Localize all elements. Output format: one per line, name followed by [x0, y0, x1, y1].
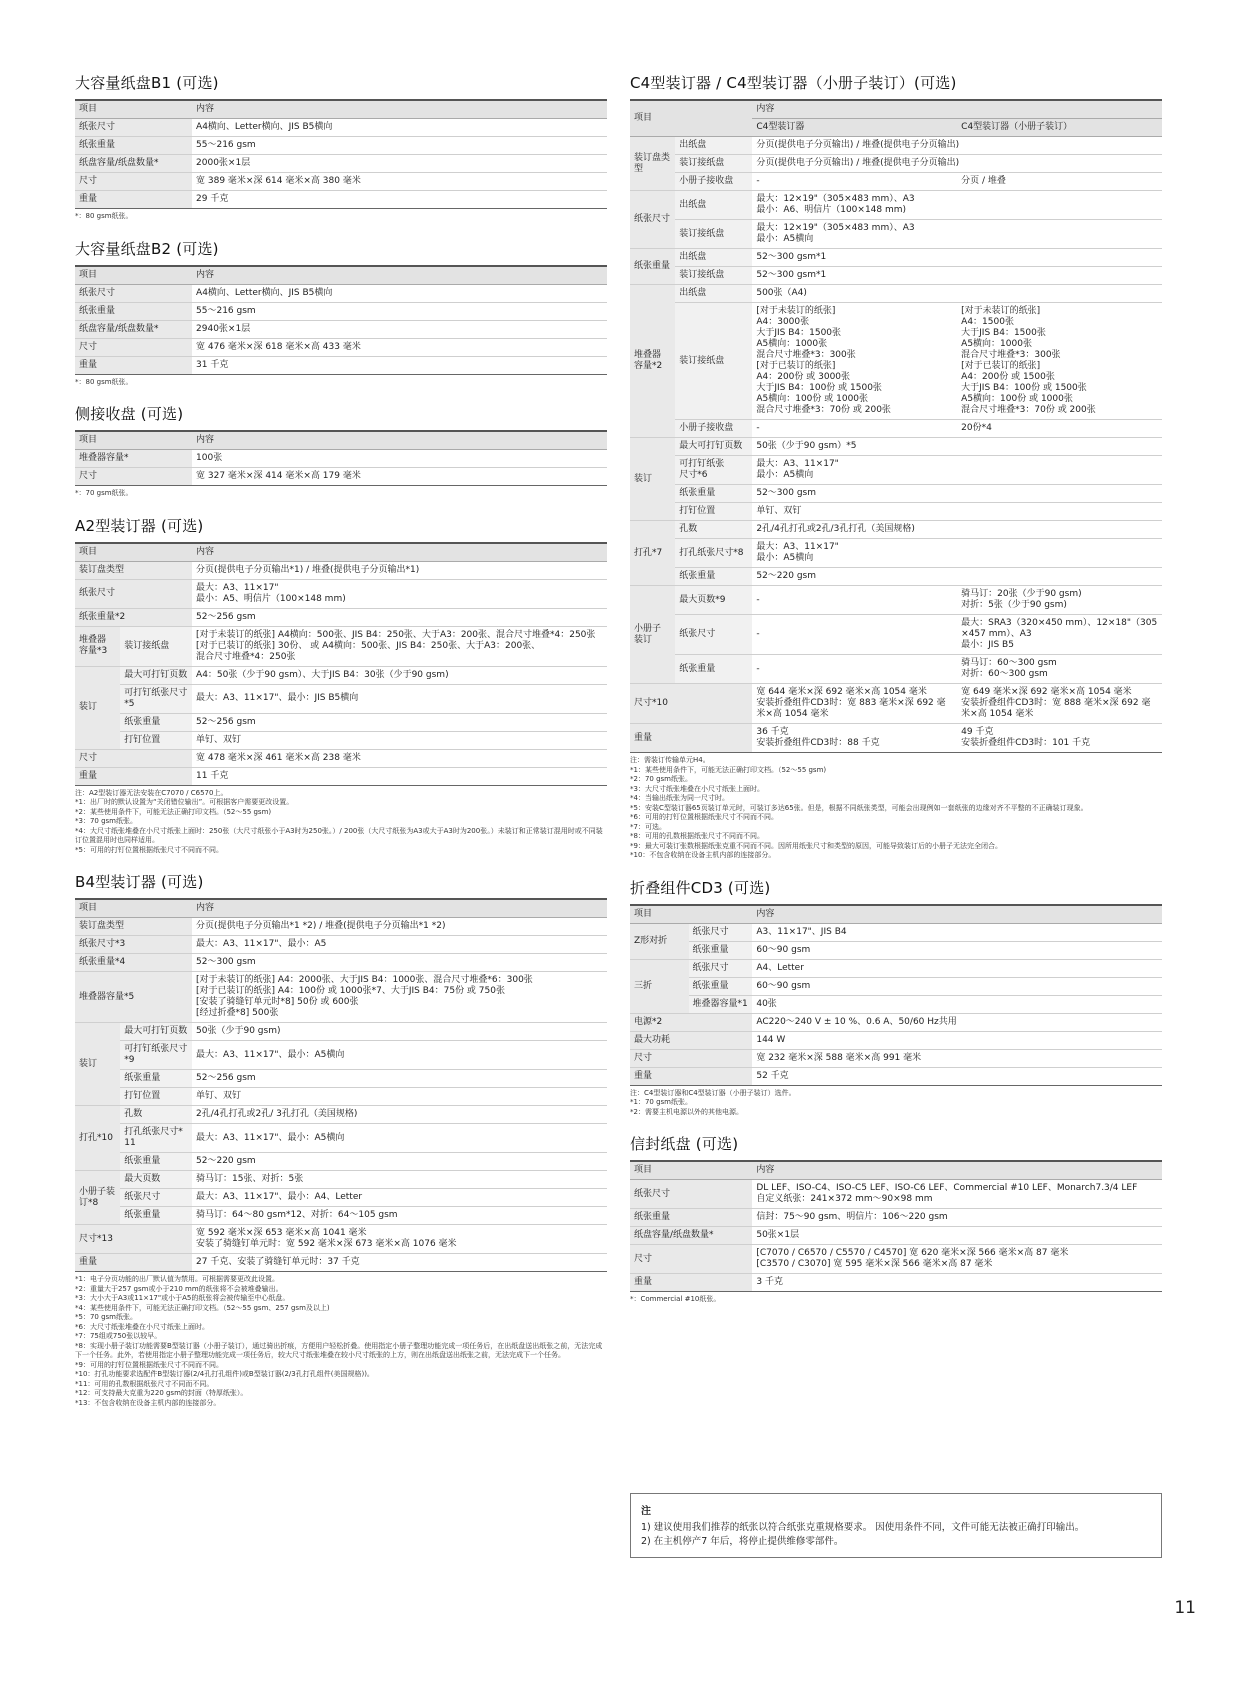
table-row: 纸张尺寸*3 最大：A3、11×17"、最小：A5 [75, 936, 607, 954]
table-row: 纸张重量 60～90 gsm [630, 941, 1162, 959]
table-row: 三折 纸张尺寸 A4、Letter [630, 959, 1162, 977]
table-row: 纸张尺寸 最大：A3、11×17" 最小：A5、明信片（100×148 mm) [75, 579, 607, 608]
table-row: 重量 3 千克 [630, 1274, 1162, 1292]
footnotes: 注：A2型装订器无法安装在C7070 / C6570上。 *1：出厂时的默认设置为“关闭错位输出”。可根据客户需要更改设置。 *2：某些使用条件下，可能无法正确打印文档。（52～55 gsm) *3：70 gsm纸张。 *4：大尺寸纸张堆叠在小尺寸纸张上面时：250张（大尺寸纸张小于A3时为250张。）/ 200张（大尺寸纸张为A3或大于A3时为200张。）未装订和正常装订混用时或不同装订位置混用时也同样适用。 *5：可用的打钉位置根据纸张尺寸不同而不同。 [75, 788, 603, 854]
table-row: 尺寸 宽 327 毫米×深 414 毫米×高 179 毫米 [75, 468, 607, 486]
table-row: 尺寸 宽 389 毫米×深 614 毫米×高 380 毫米 [75, 173, 607, 191]
footnotes: *：Commercial #10纸张。 [630, 1295, 721, 1303]
section-title: 信封纸盘 (可选) [630, 1135, 739, 1153]
table-row: 装订 最大可打钉页数 50张（少于90 gsm）*5 [630, 438, 1162, 456]
section-folding-cd3 [630, 877, 1162, 1118]
table-row: 小册子 装订 最大页数*9 - 骑马订：20张（少于90 gsm) 对折：5张（少于90 gsm) [630, 586, 1162, 615]
table-row: 装订 最大可打钉页数 50张（少于90 gsm) [75, 1023, 607, 1041]
table-row: 装订盘类型 分页(提供电子分页输出*1) / 堆叠(提供电子分页输出*1) [75, 561, 607, 579]
section-title: C4型装订器 / C4型装订器（小册子装订）(可选) [630, 74, 957, 92]
table-row: 装订接纸盘 52～300 gsm*1 [630, 267, 1162, 285]
table-row: 尺寸 宽 478 毫米×深 461 毫米×高 238 毫米 [75, 749, 607, 767]
notice-item: 1) 建议使用我们推荐的纸张以符合纸张克重规格要求。 因使用条件不同，文件可能无法被正确打印输出。 [641, 1522, 1085, 1533]
footnotes: *：80 gsm纸张。 [75, 377, 133, 386]
table-row: 纸张重量 - 骑马订：60～300 gsm 对折：60～300 gsm [630, 655, 1162, 684]
table-row: 纸张重量 52～220 gsm [75, 1153, 607, 1171]
table-row: 重量 27 千克、安装了骑缝钉单元时：37 千克 [75, 1254, 607, 1272]
table-row: 最大功耗 144 W [630, 1031, 1162, 1049]
table-row: 纸盘容量/纸盘数量* 2940张×1层 [75, 320, 607, 338]
table-header: 项目 内容 [630, 1161, 1162, 1180]
table-header: 项目 内容 [75, 266, 607, 285]
spec-table [75, 99, 607, 209]
footnotes: 注：C4型装订器和C4型装订器（小册子装订）选件。 *1：70 gsm纸张。 *2：需要主机电源以外的其他电源。 [630, 1088, 796, 1116]
section-finisher-a2 [75, 515, 607, 856]
table-header: 项目 内容 [75, 100, 607, 119]
table-row: 尺寸*10 宽 644 毫米×深 692 毫米×高 1054 毫米 安装折叠组件CD3时：宽 883 毫米×深 692 毫米×高 1054 毫米 宽 649 毫米×深 692 毫米×高 1054 毫米 安装折叠组件CD3时：宽 888 毫米×深 692 毫米×高 1054 毫米 [630, 684, 1162, 724]
table-header: 项目 内容 [75, 543, 607, 562]
spec-table [75, 898, 607, 1272]
section-finisher-b4 [75, 871, 607, 1408]
footnotes: 注：需装订传输单元H4。 *1：某些使用条件下，可能无法正确打印文档。（52～55 gsm) *2：70 gsm纸张。 *3：大尺寸纸张堆叠在小尺寸纸张上面时。 *4：当输出纸张为同一尺寸时。 *5：安装C型装订器65页装订单元时，可装订多达65张。但是，根据不同纸张类型，可能会出现例如一套纸张的边缘对齐不平整的不正确装订现象。 *6：可用的打钉位置根据纸张尺寸不同而不同。 *7：可选。 *8：可用的孔数根据纸张尺寸不同而不同。 *9：最大可装订张数根据纸张克重不同而不同。因所用纸张尺寸和类型的原因，可能导致装订后的小册子无法完全闭合。 *10：不包含收纳在设备主机内部的连接部分。 [630, 756, 1088, 859]
table-row: 纸张尺寸 A4横向、Letter横向、JIS B5横向 [75, 119, 607, 137]
section-title: 侧接收盘 (可选) [75, 405, 184, 423]
notice-item: 2) 在主机停产7 年后，将停止提供维修零部件。 [641, 1536, 844, 1547]
table-row: 纸张重量 52～220 gsm [630, 568, 1162, 586]
table-row: 纸张重量 骑马订：64～80 gsm*12、对折：64～105 gsm [75, 1207, 607, 1225]
section-envelope-tray [630, 1133, 1162, 1305]
spec-table [630, 904, 1162, 1086]
table-row: 纸张重量 60～90 gsm [630, 977, 1162, 995]
table-row: 纸张重量 55～216 gsm [75, 302, 607, 320]
table-row: 堆叠器容量*5 [对于未装订的纸张] A4：2000张、大于JIS B4：1000张、混合尺寸堆叠*6：300张 [对于已装订的纸张] A4：100份 或 1000张*7、大于JIS B4：75份 或 750张 [安装了骑缝钉单元时*8] 50份 或 600张 [经过折叠*8] 500张 [75, 972, 607, 1023]
table-row: 纸张重量 信封：75～90 gsm、明信片：106～220 gsm [630, 1209, 1162, 1227]
table-row: 纸张重量 52～256 gsm [75, 1070, 607, 1088]
table-header: C4型装订器 C4型装订器（小册子装订） [630, 119, 1162, 137]
table-row: 打孔*10 孔数 2孔/4孔打孔或2孔/ 3孔打孔（美国规格) [75, 1106, 607, 1124]
table-row: 堆叠器容量*1 40张 [630, 995, 1162, 1013]
table-row: 打钉位置 单钉、双钉 [630, 503, 1162, 521]
table-row: 重量 11 千克 [75, 767, 607, 785]
spec-table [75, 542, 607, 786]
right-column [630, 72, 1162, 1321]
table-row: 打孔*7 孔数 2孔/4孔打孔或2孔/3孔打孔（美国规格) [630, 521, 1162, 539]
table-header: 项目 内容 [630, 100, 1162, 119]
table-row: 纸张尺寸 最大：A3、11×17"、最小：A4、Letter [75, 1189, 607, 1207]
table-row: 小册子装 订*8 最大页数 骑马订：15张、对折：5张 [75, 1171, 607, 1189]
table-row: Z形对折 纸张尺寸 A3、11×17"、JIS B4 [630, 923, 1162, 941]
table-row: 尺寸 宽 476 毫米×深 618 毫米×高 433 毫米 [75, 338, 607, 356]
table-row: 堆叠器 容量*3 装订接纸盘 [对于未装订的纸张] A4横向：500张、JIS B4：250张、大于A3：200张、混合尺寸堆叠*4：250张 [对于已装订的纸张] 30份、 或 A4横向：500张、JIS B4：250张、大于A3：200张、 混合尺寸堆叠*4：250张 [75, 626, 607, 666]
table-row: 纸张重量*4 52～300 gsm [75, 954, 607, 972]
table-row: 纸张重量*2 52～256 gsm [75, 608, 607, 626]
table-row: 纸张重量 52～256 gsm [75, 713, 607, 731]
footnotes: *：80 gsm纸张。 [75, 212, 133, 220]
table-row: 纸张尺寸 DL LEF、ISO-C4、ISO-C5 LEF、ISO-C6 LEF、Commercial #10 LEF、Monarch7.3/4 LEF 自定义纸张：241×372 mm～90×98 mm [630, 1180, 1162, 1209]
table-row: 可打钉纸张 尺寸*6 最大：A3、11×17" 最小：A5横向 [630, 456, 1162, 485]
section-title: 大容量纸盘B2 (可选) [75, 239, 219, 258]
table-row: 纸张重量 55～216 gsm [75, 137, 607, 155]
table-row: 堆叠器 容量*2 出纸盘 500张（A4) [630, 285, 1162, 303]
table-row: 打孔纸张尺寸*8 最大：A3、11×17" 最小：A5横向 [630, 539, 1162, 568]
table-row: 装订接纸盘 [对于未装订的纸张] A4：3000张 大于JIS B4：1500张 A5横向：1000张 混合尺寸堆叠*3：300张 [对于已装订的纸张] A4：200份 或 3000张 大于JIS B4：100份 或 1500张 A5横向：100份 或 1000张 混合尺寸堆叠*3：70份 或 200张 [对于未装订的纸张] A4：1500张 大于JIS B4：1500张 A5横向：1000张 混合尺寸堆叠*3：300张 [对于已装订的纸张] A4：200份 或 1500张 大于JIS B4：100份 或 1500张 A5横向：100份 或 1000张 混合尺寸堆叠*3：70份 或 200张 [630, 303, 1162, 420]
notice-title: 注 [641, 1506, 651, 1517]
table-row: 纸张重量 出纸盘 52～300 gsm*1 [630, 249, 1162, 267]
table-row: 重量 29 千克 [75, 191, 607, 209]
table-row: 重量 36 千克 安装折叠组件CD3时：88 千克 49 千克 安装折叠组件CD3时：101 千克 [630, 724, 1162, 753]
spec-table [630, 99, 1162, 753]
table-row: 重量 31 千克 [75, 356, 607, 374]
page-number: 11 [1174, 1598, 1196, 1618]
section-tray-b1 [75, 72, 607, 222]
table-row: 装订盘类型 分页(提供电子分页输出*1 *2) / 堆叠(提供电子分页输出*1 *2) [75, 918, 607, 936]
table-row: 堆叠器容量* 100张 [75, 450, 607, 468]
table-header: 项目 内容 [75, 431, 607, 450]
spec-table [75, 430, 607, 486]
table-row: 纸张尺寸 出纸盘 最大：12×19"（305×483 mm）、A3 最小：A6、明信片（100×148 mm) [630, 191, 1162, 220]
section-title: A2型装订器 (可选) [75, 516, 204, 535]
table-row: 可打钉纸张尺寸*5 最大：A3、11×17"、最小：JIS B5横向 [75, 684, 607, 713]
table-row: 装订接纸盘 分页(提供电子分页输出) / 堆叠(提供电子分页输出) [630, 155, 1162, 173]
spec-table [75, 265, 607, 375]
table-row: 尺寸 [C7070 / C6570 / C5570 / C4570] 宽 620 毫米×深 566 毫米×高 87 毫米 [C3570 / C3070] 宽 595 毫米×深 566 毫米×高 87 毫米 [630, 1245, 1162, 1274]
table-row: 重量 52 千克 [630, 1067, 1162, 1085]
table-row: 打钉位置 单钉、双钉 [75, 731, 607, 749]
section-finisher-c4 [630, 72, 1162, 861]
section-title: 大容量纸盘B1 (可选) [75, 74, 219, 92]
table-row: 纸盘容量/纸盘数量* 2000张×1层 [75, 155, 607, 173]
table-row: 小册子接收盘 - 20份*4 [630, 420, 1162, 438]
notice-box [630, 1493, 1162, 1558]
section-tray-b2 [75, 238, 607, 388]
table-row: 尺寸*13 宽 592 毫米×深 653 毫米×高 1041 毫米 安装了骑缝钉单元时：宽 592 毫米×深 673 毫米×高 1076 毫米 [75, 1225, 607, 1254]
section-title: 折叠组件CD3 (可选) [630, 878, 771, 897]
table-row: 纸盘容量/纸盘数量* 50张×1层 [630, 1227, 1162, 1245]
section-title: B4型装订器 (可选) [75, 873, 204, 891]
footnotes: *：70 gsm纸张。 [75, 489, 133, 497]
spec-table [630, 1160, 1162, 1292]
table-row: 装订盘类 型 出纸盘 分页(提供电子分页输出) / 堆叠(提供电子分页输出) [630, 137, 1162, 155]
table-row: 纸张尺寸 - 最大：SRA3（320×450 mm）、12×18"（305×457 mm）、A3 最小：JIS B5 [630, 615, 1162, 655]
table-row: 纸张重量 52～300 gsm [630, 485, 1162, 503]
footnotes: *1：电子分页功能的出厂默认值为禁用。可根据需要更改此设置。 *2：重量大于257 gsm或小于210 mm的纸张将不会被堆叠输出。 *3：大小大于A3或11×17"或小于A5的纸张将会被传输至中心纸盘。 *4：某些使用条件下，可能无法正确打印文档。（52～55 gsm、257 gsm及以上) *5：70 gsm纸张。 *6：大尺寸纸张堆叠在小尺寸纸张上面时。 *7：75组或750张以较早。 *8：实现小册子装订功能需要B型装订器（小册子装订），通过骑出折痕，方便用户轻松折叠。使用指定小册子整理功能完成一项任务后，在出纸盘送出纸张之前，无法完成下一个任务。此外，若使用指定小册子整理功能完成一项任务后，较大尺寸纸张堆叠在较小尺寸纸张的上方，则在出纸盘送出纸张之前，无法完成下一个任务。 *9：可用的打钉位置根据纸张尺寸不同而不同。 *10：打孔功能要求选配件B型装订器(2/4孔打孔组件)或B型装订器(2/3孔打孔组件(美国规格))。 *11：可用的孔数根据纸张尺寸不同而不同。 *12：可支持最大克重为220 gsm的封面（特厚纸张）。 *13：不包含收纳在设备主机内部的连接部分。 [75, 1275, 603, 1407]
table-row: 打钉位置 单钉、双钉 [75, 1088, 607, 1106]
left-column [75, 72, 607, 1424]
table-header: 项目 内容 [75, 899, 607, 918]
section-side-tray [75, 403, 607, 499]
table-row: 打孔纸张尺寸*11 最大：A3、11×17"、最小：A5横向 [75, 1124, 607, 1153]
table-row: 可打钉纸张尺寸*9 最大：A3、11×17"、最小：A5横向 [75, 1041, 607, 1070]
table-row: 电源*2 AC220～240 V ± 10 %、0.6 A、50/60 Hz共用 [630, 1013, 1162, 1031]
table-row: 尺寸 宽 232 毫米×深 588 毫米×高 991 毫米 [630, 1049, 1162, 1067]
table-row: 小册子接收盘 - 分页 / 堆叠 [630, 173, 1162, 191]
table-row: 装订 最大可打钉页数 A4：50张（少于90 gsm）、大于JIS B4：30张（少于90 gsm) [75, 666, 607, 684]
table-row: 纸张尺寸 A4横向、Letter横向、JIS B5横向 [75, 284, 607, 302]
table-header: 项目 内容 [630, 905, 1162, 924]
table-row: 装订接纸盘 最大：12×19"（305×483 mm）、A3 最小：A5横向 [630, 220, 1162, 249]
